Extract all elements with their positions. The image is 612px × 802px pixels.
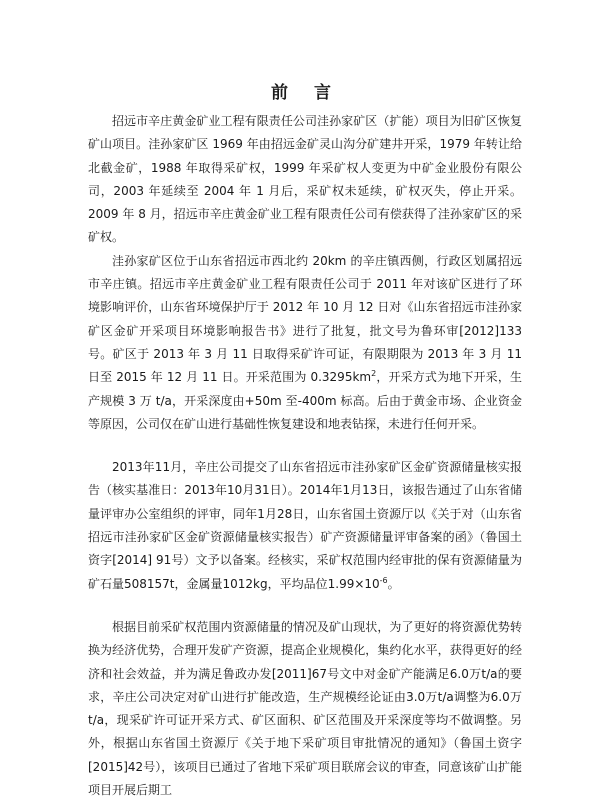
area-unit-superscript: 2 <box>371 369 377 379</box>
paragraph-reserves-text: 2013年11月，辛庄公司提交了山东省招远市洼孙家矿区金矿资源储量核实报告（核实基准日：2013年10月31日）。2014年1月13日，该报告通过了山东省储量评审办公室组织的评审，同年1月28日，山东省国土资源厅以《关于对（山东省招远市洼孙家矿区金矿资源储量核实报告）矿产资源储量评审备案的函》（鲁国土资字[2014] 91号）文予以备案。经核实，采矿权范围内经审批的保有资源储量为矿石量508157t，金属量1012kg，平均品位1.99×10 <box>88 460 522 591</box>
paragraph-history: 招远市辛庄黄金矿业工程有限责任公司洼孙家矿区（扩能）项目为旧矿区恢复矿山项目。洼孙家矿区 1969 年由招远金矿灵山沟分矿建井开采，1979 年转让给北截金矿，1988 年取得采矿权，1999 年采矿权人变更为中矿金业股份有限公司，2003 年延续至 2004 年 1 月后，采矿权未延续，矿权灭失，停止开采。2009 年 8 月，招远市辛庄黄金矿业工程有限责任公司有偿获得了洼孙家矿区的采矿权。 <box>88 114 522 245</box>
paragraph-expansion: 根据目前采矿权范围内资源储量的情况及矿山现状，为了更好的将资源优势转换为经济优势，合理开发矿产资源，提高企业规模化，集约化水平，获得更好的经济和社会效益，并为满足鲁政办发[2011]67号文中对金矿产能满足6.0万t/a的要求，辛庄公司决定对矿山进行扩能改造，生产规模经论证由3.0万t/a调整为6.0万t/a，现采矿许可证开采方式、矿区面积、矿区范围及开采深度等均不做调整。另外，根据山东省国土资源厅《关于地下采矿项目审批情况的通知》（鲁国土资字[2015]42号），该项目已通过了省地下采矿项目联席会议的审查，同意该矿山扩能项目开展后期工 <box>88 619 522 798</box>
paragraph-location-text-end: ，开采方式为地下开采，生产规模 3 万 t/a，开采深度由+50m 至-400m 标高。后由于黄金市场、企业资金等原因，公司仅在矿山进行基础性恢复建设和地表钻探，未进行任何开采。 <box>88 370 522 431</box>
paragraph-location <box>88 250 522 436</box>
paragraph-location-text: 洼孙家矿区位于山东省招远市西北约 20km 的辛庄镇西侧，行政区划属招远市辛庄镇。招远市辛庄黄金矿业工程有限责任公司于 2011 年对该矿区进行了环境影响评价，山东省环境保护厅于 2012 年 10 月 12 日对《山东省招远市洼孙家矿区金矿开采项目环境影响报告书》进行了批复，批文号为鲁环审[2012]133 号。矿区于 2013 年 3 月 11 日取得采矿许可证，有限期限为 2013 年 3 月 11 日至 2015 年 12 月 11 日。开采范围为 0.3295km <box>88 253 522 385</box>
page-title: 前 言 <box>271 83 341 103</box>
paragraph-reserves <box>88 456 522 596</box>
paragraph-reserves-text-end: 。 <box>387 576 400 591</box>
grade-exponent-superscript: -6 <box>379 575 388 585</box>
document-body <box>88 110 522 802</box>
